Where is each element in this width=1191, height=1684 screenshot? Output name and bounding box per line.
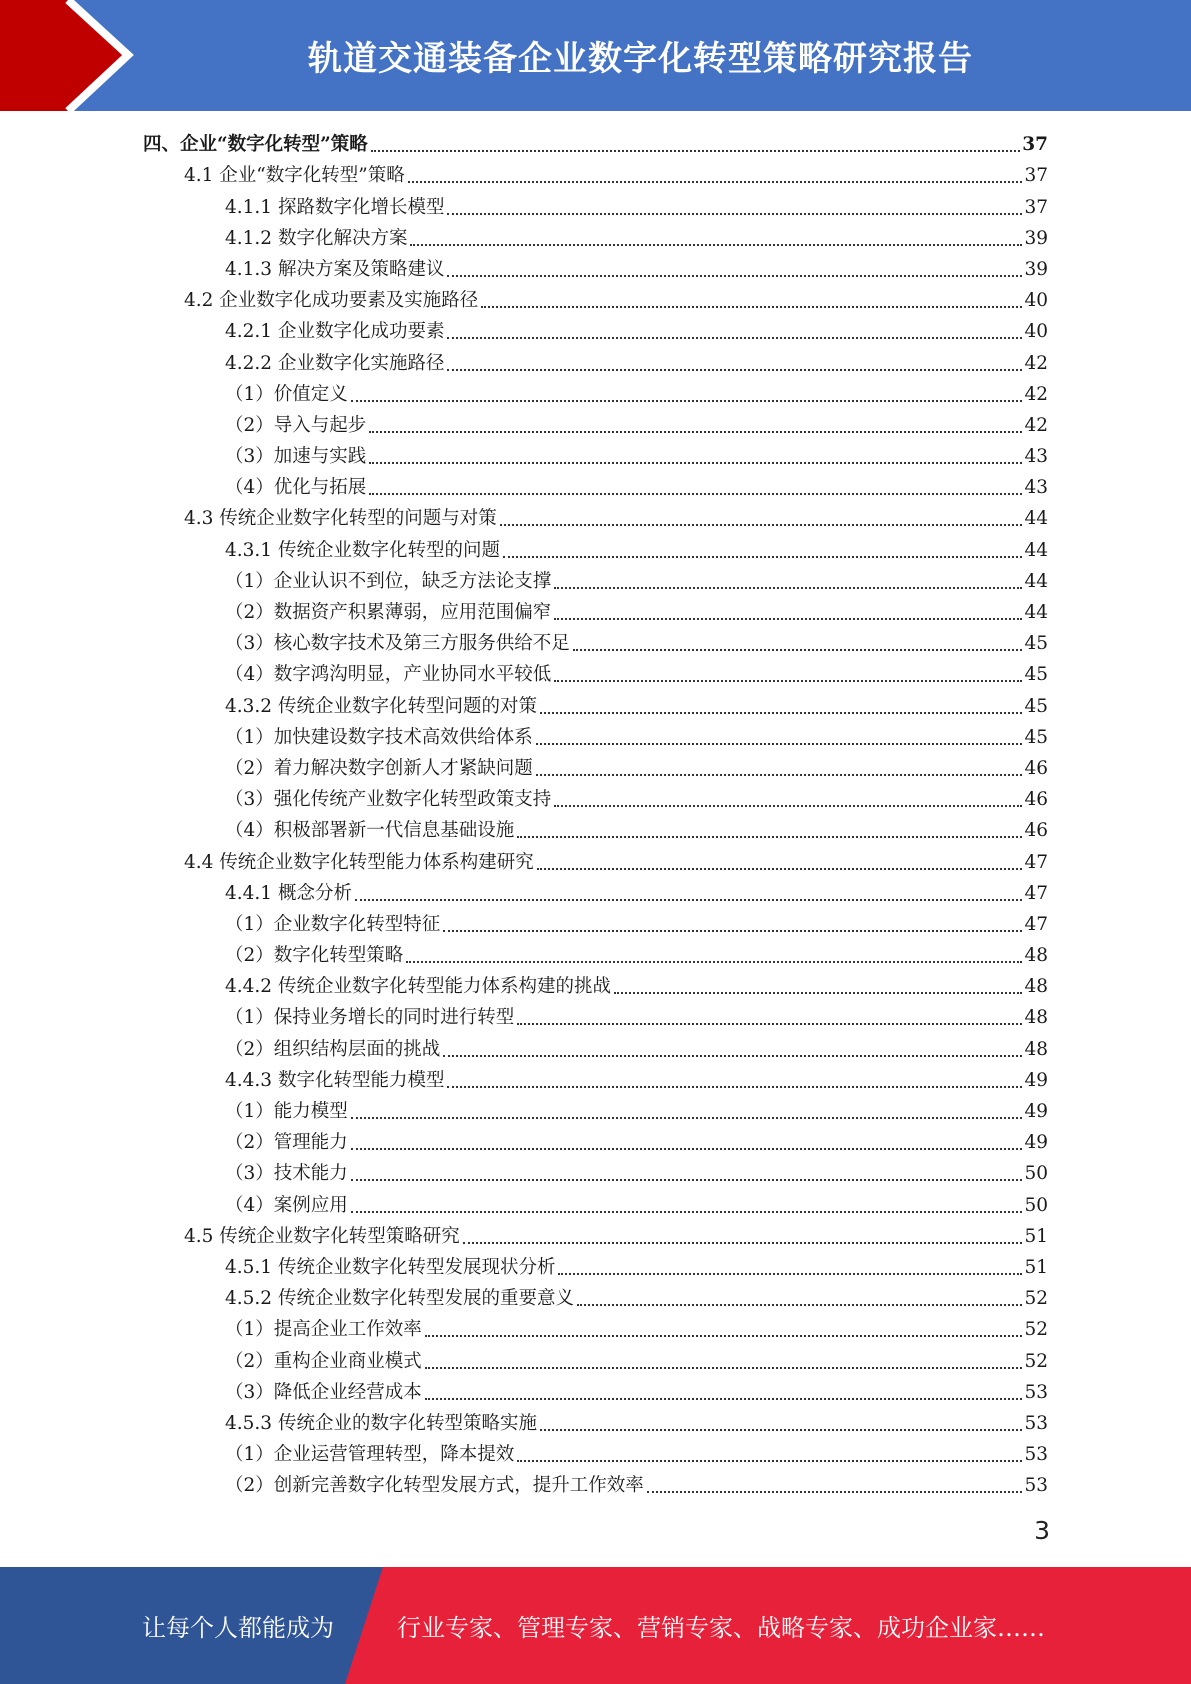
toc-dot-leader (540, 1428, 1022, 1431)
toc-entry[interactable] (143, 1438, 1048, 1469)
toc-entry[interactable] (143, 721, 1048, 752)
toc-entry[interactable] (143, 970, 1048, 1001)
toc-entry-title: 4.1.2 数字化解决方案 (225, 227, 408, 249)
toc-entry-page: 52 (1024, 1288, 1048, 1310)
toc-entry-page: 46 (1024, 789, 1048, 811)
toc-entry-page: 51 (1024, 1256, 1048, 1278)
toc-entry-title: （1）加快建设数字技术高效供给体系 (225, 726, 533, 748)
page-header (0, 0, 1191, 111)
toc-entry-title: （2）创新完善数字化转型发展方式，提升工作效率 (225, 1475, 644, 1497)
toc-dot-leader (614, 991, 1022, 994)
toc-dot-leader (500, 523, 1023, 526)
toc-entry-title: （2）数字化转型策略 (225, 945, 404, 967)
toc-entry-title: 4.5.3 传统企业的数字化转型策略实施 (225, 1412, 537, 1434)
report-title: 轨道交通装备企业数字化转型策略研究报告 (308, 39, 973, 79)
toc-entry-page: 39 (1024, 258, 1048, 280)
toc-entry-page: 52 (1024, 1350, 1048, 1372)
toc-entry-page: 49 (1024, 1069, 1048, 1091)
footer-slogan-left: 让每个人都能成为 (142, 1614, 334, 1642)
toc-entry-title: 4.3.1 传统企业数字化转型的问题 (225, 539, 500, 561)
toc-entry-page: 48 (1024, 1038, 1048, 1060)
footer-slogan-right: 行业专家、管理专家、营销专家、战略专家、成功企业家…… (397, 1614, 1045, 1642)
toc-entry-page: 53 (1024, 1381, 1048, 1403)
toc-entry-title: （4）积极部署新一代信息基础设施 (225, 820, 515, 842)
toc-entry-page: 49 (1024, 1101, 1048, 1122)
toc-entry-title: （4）数字鸿沟明显，产业协同水平较低 (225, 664, 552, 686)
toc-entry-title: 4.5.1 传统企业数字化转型发展现状分析 (225, 1256, 556, 1278)
toc-entry[interactable] (143, 253, 1048, 284)
toc-entry-page: 53 (1024, 1444, 1048, 1466)
toc-dot-leader (351, 1116, 1023, 1119)
toc-dot-leader (536, 742, 1023, 745)
toc-dot-leader (351, 1210, 1023, 1213)
toc-entry[interactable] (143, 877, 1048, 908)
toc-dot-leader (355, 898, 1023, 901)
toc-dot-leader (517, 1459, 1022, 1462)
toc-dot-leader (443, 1054, 1022, 1057)
toc-entry-title: 4.1.3 解决方案及策略建议 (225, 258, 445, 280)
toc-entry-title: 4.4.3 数字化转型能力模型 (225, 1069, 445, 1091)
toc-entry-title: 4.5.2 传统企业数字化转型发展的重要意义 (225, 1288, 574, 1310)
toc-entry-page: 48 (1024, 976, 1048, 998)
toc-dot-leader (536, 773, 1023, 776)
toc-entry[interactable] (143, 845, 1048, 876)
toc-dot-leader (443, 929, 1022, 932)
toc-entry-page: 45 (1024, 695, 1048, 717)
toc-dot-leader (425, 1397, 1023, 1400)
toc-entry[interactable] (143, 346, 1048, 377)
toc-dot-leader (408, 180, 1023, 183)
toc-dot-leader (410, 243, 1022, 246)
toc-entry[interactable] (143, 658, 1048, 689)
toc-dot-leader (517, 835, 1022, 838)
red-chevron-shape (0, 0, 128, 111)
toc-entry-title: （3）强化传统产业数字化转型政策支持 (225, 789, 552, 811)
toc-entry-title: 4.2 企业数字化成功要素及实施路径 (184, 290, 479, 312)
toc-entry[interactable] (143, 1344, 1048, 1375)
toc-dot-leader (554, 617, 1022, 620)
toc-entry[interactable] (143, 1469, 1048, 1500)
toc-entry-title: （1）提高企业工作效率 (225, 1319, 422, 1341)
toc-entry[interactable] (143, 627, 1048, 658)
toc-entry-title: （3）加速与实践 (225, 446, 367, 468)
toc-entry-page: 47 (1024, 851, 1048, 873)
toc-dot-leader (369, 492, 1022, 495)
toc-entry[interactable] (143, 1376, 1048, 1407)
toc-entry[interactable] (143, 1313, 1048, 1344)
toc-entry-page: 50 (1024, 1163, 1048, 1185)
toc-entry-title: 四、企业“数字化转型”策略 (143, 134, 368, 156)
toc-entry-page: 53 (1024, 1412, 1048, 1434)
toc-dot-leader (577, 1303, 1022, 1306)
toc-entry-title: （2）组织结构层面的挑战 (225, 1038, 441, 1060)
toc-entry[interactable] (143, 1001, 1048, 1032)
toc-entry-title: 4.4.1 概念分析 (225, 882, 352, 904)
toc-entry[interactable] (143, 565, 1048, 596)
toc-entry-title: （1）企业运营管理转型，降本提效 (225, 1444, 515, 1466)
toc-entry-page: 46 (1024, 757, 1048, 779)
toc-dot-leader (447, 336, 1022, 339)
toc-entry[interactable] (143, 1251, 1048, 1282)
toc-entry-title: （1）能力模型 (225, 1101, 348, 1122)
toc-entry[interactable] (143, 1188, 1048, 1219)
toc-dot-leader (447, 212, 1022, 215)
toc-entry[interactable] (143, 533, 1048, 564)
toc-dot-leader (425, 1334, 1023, 1337)
toc-entry-page: 42 (1024, 383, 1048, 405)
toc-entry-page: 44 (1024, 539, 1048, 561)
toc-dot-leader (481, 305, 1022, 308)
toc-entry[interactable] (143, 159, 1048, 190)
toc-dot-leader (369, 430, 1022, 433)
toc-dot-leader (406, 960, 1022, 963)
toc-dot-leader (463, 1241, 1023, 1244)
toc-entry[interactable] (143, 752, 1048, 783)
toc-entry[interactable] (143, 128, 1048, 159)
toc-entry-page: 49 (1024, 1132, 1048, 1154)
toc-entry[interactable] (143, 1407, 1048, 1438)
toc-entry[interactable] (143, 409, 1048, 440)
toc-entry[interactable] (143, 471, 1048, 502)
toc-dot-leader (447, 274, 1022, 277)
toc-entry-title: （2）着力解决数字创新人才紧缺问题 (225, 757, 533, 779)
toc-entry[interactable] (143, 1220, 1048, 1251)
toc-entry[interactable] (143, 689, 1048, 720)
toc-entry-title: 4.2.1 企业数字化成功要素 (225, 321, 445, 343)
toc-entry-page: 37 (1022, 134, 1048, 156)
toc-entry[interactable] (143, 502, 1048, 533)
toc-entry-page: 40 (1024, 321, 1048, 343)
toc-entry-title: 4.1 企业“数字化转型”策略 (184, 165, 405, 187)
toc-dot-leader (447, 1085, 1022, 1088)
toc-entry[interactable] (143, 939, 1048, 970)
toc-dot-leader (554, 586, 1022, 589)
toc-entry-page: 45 (1024, 726, 1048, 748)
toc-entry[interactable] (143, 315, 1048, 346)
toc-entry-page: 51 (1024, 1225, 1048, 1247)
toc-entry-title: （4）案例应用 (225, 1194, 348, 1216)
toc-entry-title: （4）优化与拓展 (225, 477, 367, 499)
toc-dot-leader (647, 1490, 1023, 1493)
toc-entry-page: 47 (1024, 913, 1048, 935)
toc-entry-page: 52 (1024, 1319, 1048, 1341)
toc-entry-page: 42 (1024, 414, 1048, 436)
toc-entry-page: 44 (1024, 602, 1048, 623)
toc-entry-title: （2）导入与起步 (225, 414, 367, 436)
toc-dot-leader (369, 461, 1022, 464)
toc-entry-page: 48 (1024, 1007, 1048, 1029)
toc-entry[interactable] (143, 1064, 1048, 1095)
toc-entry[interactable] (143, 1157, 1048, 1188)
toc-entry-page: 45 (1024, 633, 1048, 655)
toc-entry[interactable] (143, 1126, 1048, 1157)
toc-entry-title: （3）技术能力 (225, 1163, 348, 1185)
toc-entry-title: （1）企业数字化转型特征 (225, 913, 441, 935)
toc-dot-leader (351, 1178, 1023, 1181)
toc-entry[interactable] (143, 596, 1048, 627)
toc-dot-leader (425, 1366, 1023, 1369)
toc-entry-page: 47 (1024, 882, 1048, 904)
toc-dot-leader (447, 368, 1022, 371)
page-number: 3 (1034, 1516, 1050, 1545)
toc-dot-leader (540, 711, 1022, 714)
toc-entry-title: （3）核心数字技术及第三方服务供给不足 (225, 633, 570, 655)
toc-dot-leader (371, 149, 1020, 152)
toc-entry-page: 37 (1024, 165, 1048, 187)
toc-entry-title: 4.5 传统企业数字化转型策略研究 (184, 1225, 460, 1247)
toc-entry-title: 4.4 传统企业数字化转型能力体系构建研究 (184, 851, 534, 873)
toc-entry-title: （3）降低企业经营成本 (225, 1381, 422, 1403)
toc-entry-page: 53 (1024, 1475, 1048, 1497)
toc-entry-title: （1）保持业务增长的同时进行转型 (225, 1007, 515, 1029)
toc-dot-leader (537, 867, 1023, 870)
toc-entry-page: 42 (1024, 352, 1048, 374)
toc-entry-title: 4.1.1 探路数字化增长模型 (225, 196, 445, 218)
toc-entry-title: 4.3 传统企业数字化转型的问题与对策 (184, 508, 497, 530)
toc-entry[interactable] (143, 222, 1048, 253)
toc-entry-page: 43 (1024, 477, 1048, 499)
toc-entry-page: 44 (1024, 508, 1048, 530)
toc-dot-leader (351, 399, 1023, 402)
toc-entry[interactable] (143, 1282, 1048, 1313)
toc-dot-leader (554, 679, 1022, 682)
toc-entry[interactable] (143, 190, 1048, 221)
toc-entry-title: （1）企业认识不到位，缺乏方法论支撑 (225, 570, 552, 592)
toc-entry[interactable] (143, 783, 1048, 814)
toc-dot-leader (558, 1272, 1022, 1275)
toc-entry-title: 4.3.2 传统企业数字化转型问题的对策 (225, 695, 537, 717)
toc-entry[interactable] (143, 378, 1048, 409)
page-footer (0, 1567, 1191, 1684)
toc-entry-title: 4.2.2 企业数字化实施路径 (225, 352, 445, 374)
toc-entry[interactable] (143, 908, 1048, 939)
toc-dot-leader (517, 1022, 1022, 1025)
toc-entry-page: 37 (1024, 196, 1048, 218)
toc-dot-leader (573, 648, 1023, 651)
toc-dot-leader (554, 804, 1022, 807)
toc-entry[interactable] (143, 814, 1048, 845)
toc-entry-page: 48 (1024, 945, 1048, 967)
header-chevron-decoration (0, 0, 160, 111)
toc-entry-title: （1）价值定义 (225, 383, 348, 405)
toc-entry[interactable] (143, 440, 1048, 471)
toc-entry-title: 4.4.2 传统企业数字化转型能力体系构建的挑战 (225, 976, 611, 998)
toc-entry-page: 44 (1024, 570, 1048, 592)
toc-entry[interactable] (143, 1032, 1048, 1063)
toc-entry-title: （2）重构企业商业模式 (225, 1350, 422, 1372)
toc-entry-page: 39 (1024, 227, 1048, 249)
toc-entry-title: （2）数据资产积累薄弱，应用范围偏窄 (225, 602, 552, 623)
toc-entry-page: 46 (1024, 820, 1048, 842)
toc-entry-page: 43 (1024, 446, 1048, 468)
toc-dot-leader (503, 555, 1022, 558)
toc-entry-page: 40 (1024, 290, 1048, 312)
toc-entry[interactable] (143, 1095, 1048, 1126)
toc-dot-leader (351, 1147, 1023, 1150)
table-of-contents (143, 128, 1048, 1500)
toc-entry-page: 45 (1024, 664, 1048, 686)
toc-entry-title: （2）管理能力 (225, 1132, 348, 1154)
toc-entry-page: 50 (1024, 1194, 1048, 1216)
toc-entry[interactable] (143, 284, 1048, 315)
